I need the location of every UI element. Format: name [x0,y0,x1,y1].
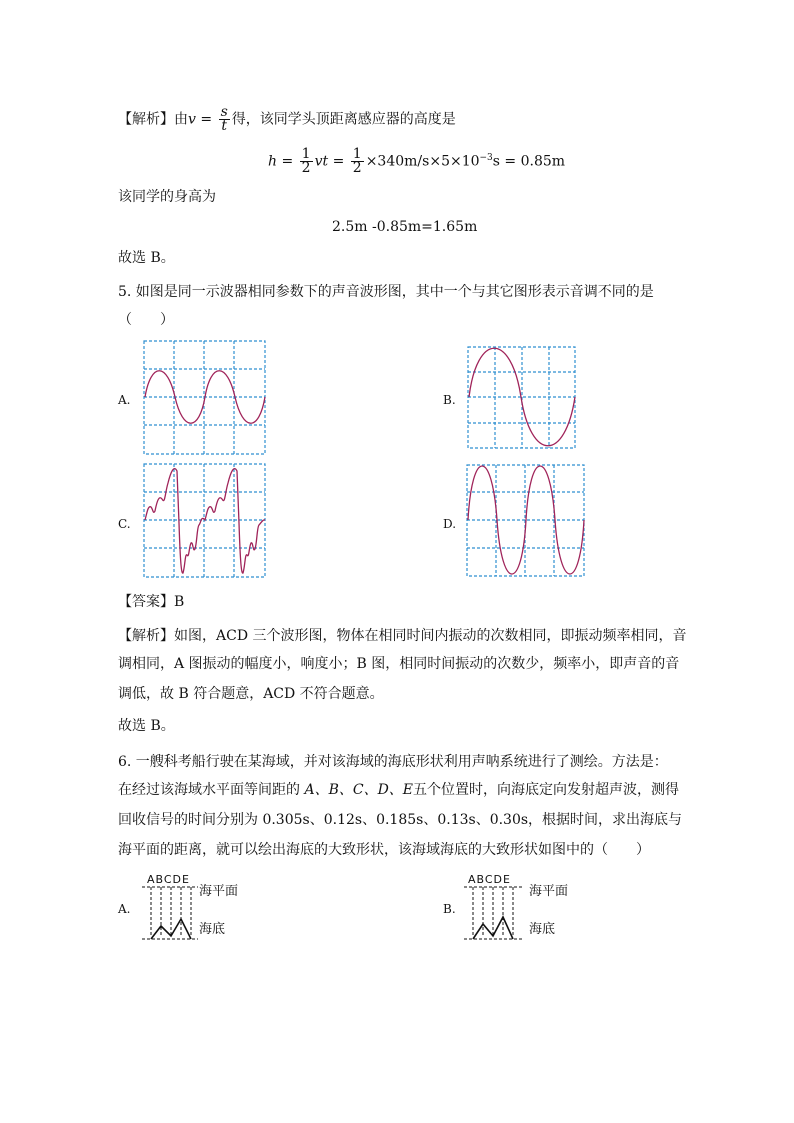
q6-a-points-label: ABCDE [147,873,190,886]
seafloor-diagram-b [462,884,526,942]
height-line: 该同学的身高为 [118,189,216,205]
q6-line-1: 6. 一艘科考船行驶在某海域，并对该海域的海底形状利用声呐系统进行了测绘。方法是： [118,754,668,770]
option-b-label: B. [443,393,456,407]
q6-a-sea-floor: 海底 [199,922,226,937]
analysis-tag: 【解析】 [118,111,174,128]
waveform-a [143,340,267,456]
q5-conclusion: 故选 B。 [118,718,175,734]
option-d-label: D. [443,517,457,531]
q6-a-sea-level: 海平面 [199,884,239,899]
q5-analysis-line-3: 调低，故 B 符合题意，ACD 不符合题意。 [118,686,384,702]
q5-answer: 【答案】B [118,594,185,610]
seafloor-diagram-a [140,884,200,942]
fraction-s-over-t: $\frac{s}{t}$ [220,104,228,134]
q6-option-a-label: A. [118,902,131,916]
fraction-half: $\frac{1}{2}$ [301,146,311,177]
waveform-d [466,464,586,578]
q6-b-points-label: ABCDE [468,873,511,886]
q6-line-3: 回收信号的时间分别为 0.305s、0.12s、0.185s、0.13s、0.30s，根据时间，求出海底与 [118,812,683,828]
waveform-b [467,346,577,450]
answer-conclusion: 故选 B。 [118,250,175,266]
height-formula: h = $\frac{1}{2}$ vt = $\frac{1}{2}$ $\times 340m/s\times 5\times 10^{-3}s = 0.85m$ [268,146,566,177]
q6-line-2: 在经过该海域水平面等间距的 A、B、C、D、E五个位置时，向海底定向发射超声波，测得 [118,782,680,798]
q5-analysis-line-2: 调相同，A 图振动的幅度小，响度小；B 图，相同时间振动的次数少，频率小，即声音的音 [118,656,680,672]
analysis-line: 【解析】由v = $\frac{s}{t}$ 得，该同学头顶距离感应器的高度是 [118,104,456,134]
q5-analysis-line-1: 【解析】如图，ACD 三个波形图，物体在相同时间内振动的次数相同，即振动频率相同，音 [118,628,687,644]
waveform-c [143,463,267,579]
fraction-half: $\frac{1}{2}$ [352,146,362,177]
q6-b-sea-floor: 海底 [529,922,556,937]
q5-stem: 5. 如图是同一示波器相同参数下的声音波形图，其中一个与其它图形表示音调不同的是 [118,284,654,300]
q6-line-4: 海平面的距离，就可以绘出海底的大致形状，该海域海底的大致形状如图中的（ ） [118,842,650,858]
q6-points: A、B、C、D、E [304,782,414,798]
q6-option-b-label: B. [443,902,456,916]
q6-b-sea-level: 海平面 [529,884,569,899]
option-a-label: A. [118,393,131,407]
option-c-label: C. [118,517,131,531]
q5-paren: （ ） [118,312,174,328]
height-result: 2.5m -0.85m=1.65m [332,219,478,235]
